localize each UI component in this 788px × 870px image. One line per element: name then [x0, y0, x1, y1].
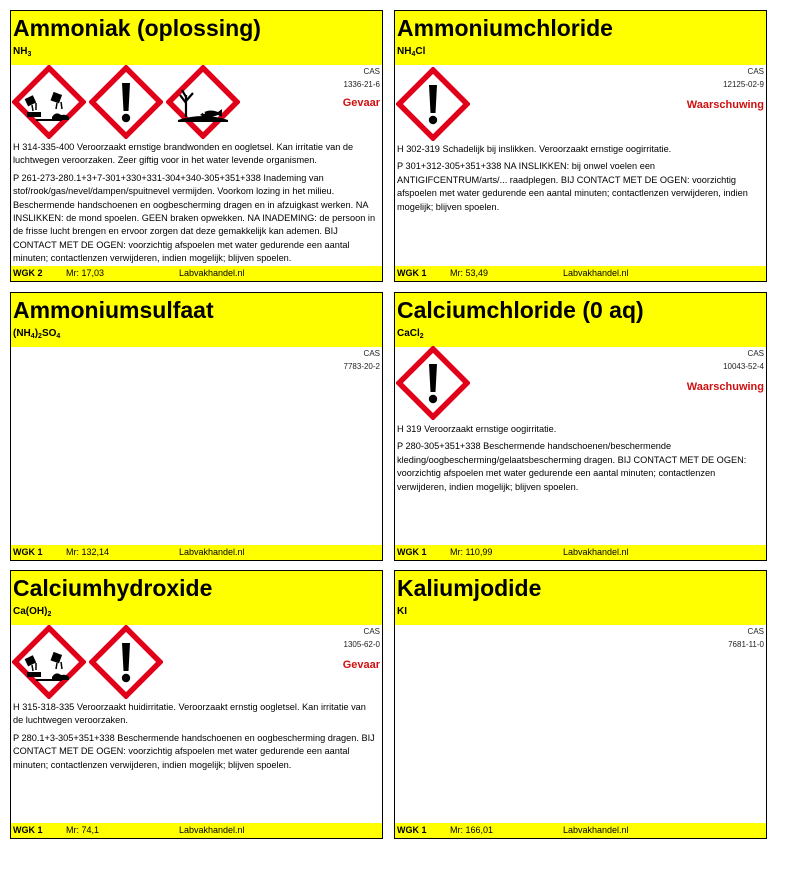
cas-label: CAS	[363, 67, 380, 76]
cas-block	[723, 65, 764, 91]
wgk-class: WGK 1	[397, 825, 427, 835]
label-footer	[395, 823, 766, 838]
chemical-formula: KI	[397, 606, 407, 617]
label-ammoniak	[10, 10, 383, 282]
label-header	[11, 571, 382, 625]
wgk-class: WGK 1	[397, 547, 427, 557]
p-statement: P 280-305+351+338 Beschermende handschoenen/beschermende kleding/oogbescherming/gelaatsbescherming dragen. BIJ CONTACT MET DE OGEN: voorzichtig afspoelen met water gedurende een aantal minuten; contactlenzen verwijderen, indien mogelijk; blijven spoelen.	[397, 441, 747, 492]
p-statement: P 280.1+3-305+351+338 Beschermende handschoenen en oogbescherming dragen. BIJ CONTACT MET DE OGEN: voorzichtig afspoelen met water gedurende een aantal minuten; contactlenzen verwijderen, indien mogelijk; blijven spoelen.	[13, 732, 375, 770]
cas-number: 7783-20-2	[343, 362, 380, 371]
signal-word: Waarschuwing	[686, 99, 764, 111]
molar-mass: Mr: 74,1	[66, 825, 100, 835]
cas-block	[728, 625, 764, 651]
footer-site: Labvakhandel.nl	[179, 825, 245, 835]
pictogram-row	[396, 346, 470, 420]
label-kaliumjodide	[394, 570, 767, 839]
label-footer	[11, 266, 382, 281]
label-header	[395, 571, 766, 625]
cas-label: CAS	[747, 349, 764, 358]
p-statement: P 301+312-305+351+338 NA INSLIKKEN: bij onwel voelen een ANTIGIFCENTRUM/arts/... raadplegen. BIJ CONTACT MET DE OGEN: voorzichtig afspoelen met water gedurende een aantal minuten; contactlenzen verwijderen, indien mogelijk; blijven spoelen.	[397, 161, 748, 212]
molar-mass: Mr: 132,14	[66, 547, 110, 557]
chemical-name: Ammoniumchloride	[397, 15, 613, 41]
hazard-statements	[397, 423, 762, 498]
wgk-class: WGK 1	[13, 825, 43, 835]
cas-label: CAS	[747, 627, 764, 636]
cas-number: 10043-52-4	[723, 362, 764, 371]
corrosive-icon	[12, 625, 86, 699]
hazard-statements	[397, 143, 762, 218]
h-statement: H 319 Veroorzaakt ernstige oogirritatie.	[397, 424, 557, 434]
h-statement: H 315-318-335 Veroorzaakt huidirritatie. Veroorzaakt ernstig oogletsel. Kan irritatie van de luchtwegen veroorzaken.	[13, 702, 366, 726]
label-footer	[11, 823, 382, 838]
molar-mass: Mr: 17,03	[66, 268, 105, 278]
chemical-formula: CaCl$_2$	[397, 328, 424, 340]
cas-label: CAS	[747, 67, 764, 76]
cas-label: CAS	[363, 627, 380, 636]
wgk-class: WGK 1	[13, 547, 43, 557]
hazard-statements	[13, 141, 378, 270]
cas-block	[344, 625, 380, 651]
chemical-name: Ammoniak (oplossing)	[13, 15, 261, 41]
label-header	[395, 293, 766, 347]
molar-mass: Mr: 166,01	[450, 825, 494, 835]
chemical-formula: $NH_4Cl$	[397, 46, 426, 58]
cas-number: 1305-62-0	[343, 640, 380, 649]
footer-site: Labvakhandel.nl	[563, 268, 629, 278]
label-calciumchloride	[394, 292, 767, 561]
hazard-statements	[13, 701, 378, 776]
signal-word: Gevaar	[342, 659, 380, 671]
corrosive-icon	[12, 65, 86, 139]
footer-site: Labvakhandel.nl	[563, 825, 629, 835]
pictogram-row	[12, 625, 163, 699]
p-statement: P 261-273-280.1+3+7-301+330+331-304+340-305+351+338 Inademing van stof/rook/gas/nevel/dampen/spuitnevel vermijden. Voorkom lozing in het milieu. Beschermende handschoenen en oogbescherming dragen en in afzuigkast werken. NA INSLIKKEN: de mond spoelen. GEEN braken opwekken. NA INADEMING: de persoon in de frisse lucht brengen en ervoor zorgen dat deze gemakkelijk kan ademen. BIJ CONTACT MET DE OGEN: voorzichtig afspoelen met water gedurende een aantal minuten; contactlenzen verwijderen, indien mogelijk; blijven spoelen.	[13, 172, 376, 264]
pictogram-row	[396, 67, 470, 141]
exclamation-icon	[396, 346, 470, 420]
label-header	[11, 11, 382, 65]
chemical-name: Kaliumjodide	[397, 575, 542, 601]
exclamation-icon	[89, 65, 163, 139]
footer-site: Labvakhandel.nl	[179, 268, 245, 278]
cas-block	[344, 65, 380, 91]
label-header	[395, 11, 766, 65]
exclamation-icon	[89, 625, 163, 699]
chemical-name: Calciumchloride (0 aq)	[397, 297, 644, 323]
chemical-name: Ammoniumsulfaat	[13, 297, 214, 323]
signal-word: Gevaar	[342, 97, 380, 109]
chemical-name: Calciumhydroxide	[13, 575, 213, 601]
chemical-formula: $Ca(OH)_2$	[13, 606, 52, 618]
label-header	[11, 293, 382, 347]
cas-label: CAS	[363, 349, 380, 358]
label-ammoniumsulfaat	[10, 292, 383, 561]
h-statement: H 314-335-400 Veroorzaakt ernstige brandwonden en oogletsel. Kan irritatie van de luchtwegen veroorzaken. Zeer giftig voor in het water levende organismen.	[13, 142, 354, 166]
chemical-formula: $NH_3$	[13, 46, 32, 58]
chemical-formula: $(NH_4)_2SO_4$	[13, 328, 61, 340]
label-footer	[395, 545, 766, 560]
label-footer	[11, 545, 382, 560]
molar-mass: Mr: 53,49	[450, 268, 489, 278]
footer-site: Labvakhandel.nl	[563, 547, 629, 557]
label-calciumhydroxide	[10, 570, 383, 839]
pictogram-row	[12, 65, 240, 139]
cas-block	[723, 347, 764, 373]
molar-mass: Mr: 110,99	[450, 547, 493, 557]
signal-word: Waarschuwing	[686, 381, 764, 393]
cas-block	[344, 347, 380, 373]
exclamation-icon	[396, 67, 470, 141]
wgk-class: WGK 2	[13, 268, 43, 278]
label-ammoniumchloride	[394, 10, 767, 282]
label-footer	[395, 266, 766, 281]
wgk-class: WGK 1	[397, 268, 427, 278]
environment-icon	[166, 65, 240, 139]
h-statement: H 302-319 Schadelijk bij inslikken. Veroorzaakt ernstige oogirritatie.	[397, 144, 672, 154]
cas-number: 12125-02-9	[723, 80, 764, 89]
cas-number: 1336-21-6	[343, 80, 380, 89]
footer-site: Labvakhandel.nl	[179, 547, 245, 557]
cas-number: 7681-11-0	[728, 640, 764, 649]
